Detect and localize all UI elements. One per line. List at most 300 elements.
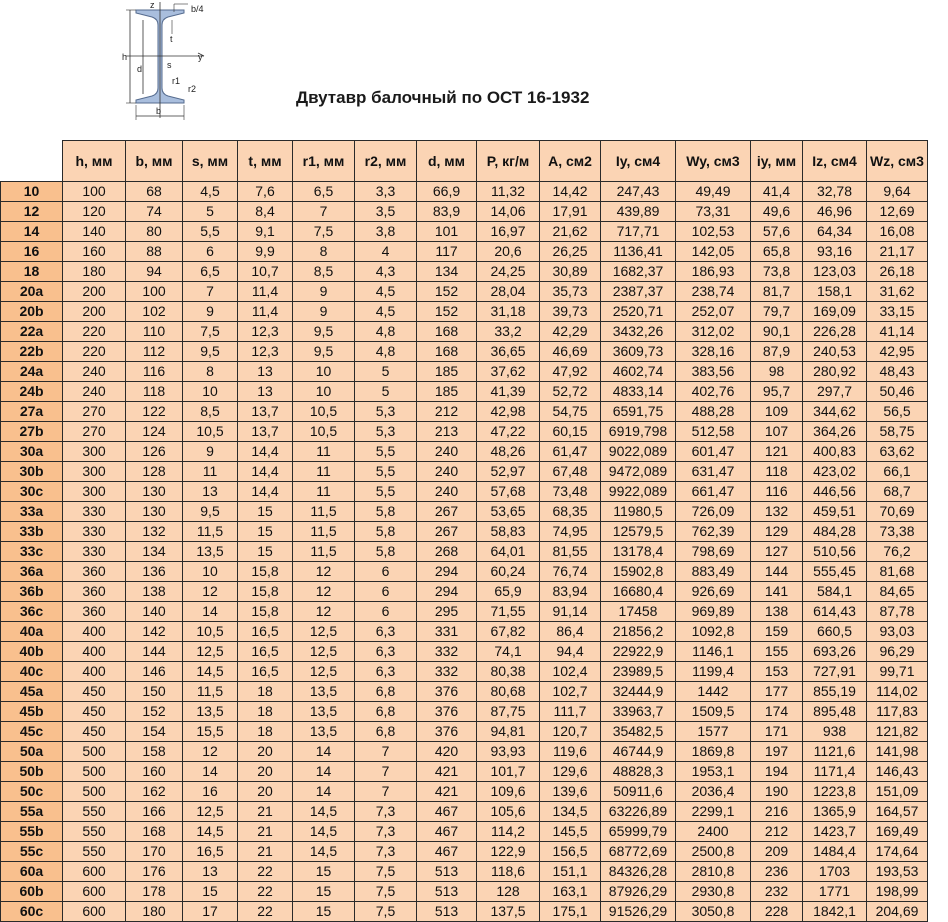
table-cell: 66,9 [417,182,477,202]
column-header: Wz, см3 [867,141,928,182]
table-cell: 168 [417,322,477,342]
table-cell: 661,47 [676,482,751,502]
table-cell: 6,5 [293,182,355,202]
table-cell: 459,51 [803,502,867,522]
table-cell: 330 [63,502,126,522]
table-cell: 58,83 [477,522,540,542]
diagram-label: y [198,52,203,62]
table-cell: 164,57 [867,802,928,822]
column-header: t, мм [238,141,293,182]
table-cell: 64,01 [477,542,540,562]
table-cell: 4,3 [355,262,417,282]
table-cell: 15 [183,882,238,902]
table-cell: 28,04 [477,282,540,302]
table-cell: 726,09 [676,502,751,522]
table-cell: 153 [751,662,803,682]
table-cell: 1771 [803,882,867,902]
table-cell: 9,5 [183,342,238,362]
table-cell: 16 [183,782,238,802]
table-cell: 48,43 [867,362,928,382]
table-cell: 79,7 [751,302,803,322]
profile-number-cell: 60b [1,882,63,902]
table-row [1,522,928,542]
table-cell: 7,6 [238,182,293,202]
table-cell: 74,1 [477,642,540,662]
table-cell: 6 [355,582,417,602]
table-cell: 14,06 [477,202,540,222]
table-cell: 7,3 [355,842,417,862]
table-cell: 3,3 [355,182,417,202]
column-header: b, мм [126,141,183,182]
profile-number-cell: 24b [1,382,63,402]
table-cell: 9472,089 [601,462,676,482]
table-cell: 11,5 [293,502,355,522]
table-cell: 209 [751,842,803,862]
table-cell: 12,5 [293,642,355,662]
profile-number-cell: 40c [1,662,63,682]
table-cell: 26,25 [540,242,601,262]
diagram-label: s [167,60,172,70]
table-cell: 138 [751,602,803,622]
table-cell: 212 [751,822,803,842]
table-cell: 80,38 [477,662,540,682]
table-cell: 65,9 [477,582,540,602]
table-cell: 16680,4 [601,582,676,602]
table-cell: 360 [63,582,126,602]
table-cell: 601,47 [676,442,751,462]
table-cell: 32444,9 [601,682,676,702]
table-cell: 60,15 [540,422,601,442]
table-cell: 11,5 [183,522,238,542]
table-cell: 122,9 [477,842,540,862]
table-cell: 5 [355,382,417,402]
table-cell: 4,5 [183,182,238,202]
table-cell: 11,4 [238,302,293,322]
table-cell: 9 [183,442,238,462]
table-cell: 74 [126,202,183,222]
table-cell: 3609,73 [601,342,676,362]
table-cell: 4,5 [355,282,417,302]
table-cell: 330 [63,522,126,542]
table-row [1,702,928,722]
table-cell: 35,73 [540,282,601,302]
table-cell: 12,3 [238,322,293,342]
table-cell: 142,05 [676,242,751,262]
profile-number-cell: 14 [1,222,63,242]
table-row [1,682,928,702]
table-cell: 15902,8 [601,562,676,582]
table-cell: 5,8 [355,522,417,542]
table-cell: 13,5 [293,702,355,722]
table-cell: 110 [126,322,183,342]
table-cell: 238,74 [676,282,751,302]
table-cell: 247,43 [601,182,676,202]
table-cell: 364,26 [803,422,867,442]
table-cell: 137,5 [477,902,540,922]
table-cell: 15 [293,902,355,922]
table-cell: 93,16 [803,242,867,262]
profile-number-cell: 18 [1,262,63,282]
profile-number-cell: 10 [1,182,63,202]
table-cell: 31,18 [477,302,540,322]
table-cell: 152 [417,302,477,322]
table-cell: 42,29 [540,322,601,342]
table-cell: 717,71 [601,222,676,242]
diagram-label: z [150,0,155,10]
profile-number-cell: 45a [1,682,63,702]
table-cell: 107 [751,422,803,442]
table-cell: 484,28 [803,522,867,542]
table-cell: 16,97 [477,222,540,242]
table-cell: 14 [183,602,238,622]
table-cell: 100 [63,182,126,202]
diagram-label: b [156,106,162,116]
table-cell: 15 [293,882,355,902]
table-cell: 4,8 [355,342,417,362]
table-cell: 467 [417,802,477,822]
table-cell: 76,2 [867,542,928,562]
table-cell: 14,5 [183,822,238,842]
table-cell: 7,5 [183,322,238,342]
table-cell: 555,45 [803,562,867,582]
table-row [1,422,928,442]
table-cell: 9022,089 [601,442,676,462]
table-cell: 267 [417,522,477,542]
table-cell: 154 [126,722,183,742]
table-cell: 174,64 [867,842,928,862]
table-cell: 15 [238,502,293,522]
table-cell: 252,07 [676,302,751,322]
table-cell: 8,5 [293,262,355,282]
table-cell: 12 [183,582,238,602]
table-cell: 500 [63,782,126,802]
table-cell: 18 [238,722,293,742]
table-cell: 11,32 [477,182,540,202]
table-cell: 111,7 [540,702,601,722]
table-cell: 39,73 [540,302,601,322]
table-cell: 268 [417,542,477,562]
table-cell: 7 [355,782,417,802]
table-cell: 80,68 [477,682,540,702]
table-cell: 5,5 [355,462,417,482]
table-cell: 7 [183,282,238,302]
table-cell: 120 [63,202,126,222]
table-cell: 63226,89 [601,802,676,822]
table-cell: 84326,28 [601,862,676,882]
table-cell: 420 [417,742,477,762]
profile-number-cell: 12 [1,202,63,222]
table-cell: 70,69 [867,502,928,522]
table-cell: 20 [238,782,293,802]
table-cell: 855,19 [803,682,867,702]
table-cell: 3050,8 [676,902,751,922]
table-cell: 17,91 [540,202,601,222]
table-cell: 7 [293,202,355,222]
table-cell: 121,82 [867,722,928,742]
table-cell: 5 [183,202,238,222]
table-cell: 2299,1 [676,802,751,822]
table-cell: 9 [293,282,355,302]
table-cell: 127 [751,542,803,562]
table-cell: 150 [126,682,183,702]
table-row [1,602,928,622]
table-cell: 67,82 [477,622,540,642]
table-cell: 450 [63,682,126,702]
table-cell: 4,8 [355,322,417,342]
table-cell: 220 [63,322,126,342]
table-cell: 98 [751,362,803,382]
profile-number-cell: 22a [1,322,63,342]
profile-number-cell: 33c [1,542,63,562]
table-row [1,882,928,902]
table-cell: 134,5 [540,802,601,822]
table-cell: 267 [417,502,477,522]
table-cell: 2400 [676,822,751,842]
table-cell: 146 [126,662,183,682]
table-cell: 163,1 [540,882,601,902]
table-cell: 87,75 [477,702,540,722]
table-cell: 53,65 [477,502,540,522]
table-cell: 122 [126,402,183,422]
table-cell: 88 [126,242,183,262]
table-cell: 11,5 [293,522,355,542]
profile-number-cell: 55a [1,802,63,822]
table-cell: 20,6 [477,242,540,262]
table-cell: 197 [751,742,803,762]
column-header: Iz, см4 [803,141,867,182]
diagram-label: b/4 [191,4,204,14]
table-body [1,182,928,922]
table-cell: 65999,79 [601,822,676,842]
table-cell: 37,62 [477,362,540,382]
table-cell: 12,3 [238,342,293,362]
table-row [1,742,928,762]
table-cell: 631,47 [676,462,751,482]
table-cell: 68772,69 [601,842,676,862]
table-cell: 376 [417,682,477,702]
table-cell: 10 [293,362,355,382]
profile-number-cell: 45c [1,722,63,742]
table-cell: 141,98 [867,742,928,762]
table-cell: 513 [417,862,477,882]
table-cell: 200 [63,282,126,302]
diagram-label: r1 [172,76,181,86]
table-cell: 144 [751,562,803,582]
table-cell: 49,6 [751,202,803,222]
table-cell: 41,4 [751,182,803,202]
table-cell: 32,78 [803,182,867,202]
table-cell: 240,53 [803,342,867,362]
table-cell: 270 [63,422,126,442]
table-cell: 15,8 [238,562,293,582]
table-cell: 117 [417,242,477,262]
table-cell: 10 [293,382,355,402]
table-cell: 11 [293,482,355,502]
table-row [1,402,928,422]
table-row [1,362,928,382]
table-cell: 421 [417,782,477,802]
table-cell: 20 [238,742,293,762]
table-cell: 9922,089 [601,482,676,502]
table-cell: 114,2 [477,822,540,842]
table-cell: 1682,37 [601,262,676,282]
table-cell: 46744,9 [601,742,676,762]
table-cell: 66,1 [867,462,928,482]
table-cell: 16,5 [238,642,293,662]
profile-number-cell: 30a [1,442,63,462]
table-cell: 1223,8 [803,782,867,802]
table-cell: 93,93 [477,742,540,762]
table-cell: 12,5 [293,662,355,682]
table-cell: 500 [63,762,126,782]
column-header: Iy, см4 [601,141,676,182]
table-cell: 42,95 [867,342,928,362]
table-cell: 46,69 [540,342,601,362]
table-row [1,822,928,842]
table-cell: 15,8 [238,602,293,622]
table-cell: 140 [126,602,183,622]
table-cell: 47,92 [540,362,601,382]
profile-number-cell: 55c [1,842,63,862]
table-cell: 14,5 [293,822,355,842]
table-cell: 2520,71 [601,302,676,322]
table-cell: 23989,5 [601,662,676,682]
table-cell: 118 [126,382,183,402]
table-cell: 21 [238,842,293,862]
table-cell: 114,02 [867,682,928,702]
table-cell: 1199,4 [676,662,751,682]
table-row [1,762,928,782]
table-cell: 130 [126,482,183,502]
profile-number-cell: 60a [1,862,63,882]
table-cell: 280,92 [803,362,867,382]
table-cell: 18 [238,682,293,702]
table-cell: 41,14 [867,322,928,342]
table-header [1,141,928,182]
table-cell: 22 [238,902,293,922]
table-cell: 10,5 [293,402,355,422]
table-cell: 155 [751,642,803,662]
table-cell: 300 [63,482,126,502]
table-cell: 12 [293,582,355,602]
table-cell: 15,8 [238,582,293,602]
table-cell: 119,6 [540,742,601,762]
profile-number-cell: 36a [1,562,63,582]
table-cell: 9,1 [238,222,293,242]
column-header: r2, мм [355,141,417,182]
table-cell: 3432,26 [601,322,676,342]
table-cell: 360 [63,602,126,622]
table-cell: 295 [417,602,477,622]
table-cell: 116 [126,362,183,382]
table-cell: 14,4 [238,442,293,462]
table-cell: 8 [183,362,238,382]
table-cell: 17 [183,902,238,922]
table-cell: 12 [183,742,238,762]
table-cell: 10,5 [183,622,238,642]
table-cell: 2810,8 [676,862,751,882]
profile-number-cell: 33b [1,522,63,542]
table-cell: 11,5 [293,542,355,562]
table-row [1,562,928,582]
table-cell: 168 [126,822,183,842]
table-row [1,242,928,262]
table-cell: 116 [751,482,803,502]
table-cell: 600 [63,902,126,922]
table-cell: 400 [63,662,126,682]
table-cell: 180 [126,902,183,922]
table-cell: 86,4 [540,622,601,642]
table-cell: 63,62 [867,442,928,462]
table-cell: 101,7 [477,762,540,782]
table-cell: 166 [126,802,183,822]
table-cell: 7 [355,742,417,762]
table-cell: 81,68 [867,562,928,582]
table-cell: 13 [238,382,293,402]
table-cell: 400 [63,642,126,662]
table-cell: 312,02 [676,322,751,342]
table-cell: 1953,1 [676,762,751,782]
table-cell: 33963,7 [601,702,676,722]
table-cell: 162 [126,782,183,802]
table-cell: 240 [417,442,477,462]
table-cell: 129 [751,522,803,542]
diagram-label: d [137,64,143,74]
table-cell: 136 [126,562,183,582]
table-cell: 550 [63,842,126,862]
table-cell: 33,15 [867,302,928,322]
i-beam-cross-section-icon [116,0,216,128]
table-cell: 500 [63,742,126,762]
table-cell: 68,7 [867,482,928,502]
table-cell: 660,5 [803,622,867,642]
table-cell: 488,28 [676,402,751,422]
table-cell: 4602,74 [601,362,676,382]
table-cell: 52,97 [477,462,540,482]
table-cell: 550 [63,822,126,842]
table-cell: 21,62 [540,222,601,242]
table-cell: 762,39 [676,522,751,542]
table-cell: 33,2 [477,322,540,342]
table-cell: 94,4 [540,642,601,662]
table-row [1,222,928,242]
table-cell: 14,4 [238,482,293,502]
table-cell: 240 [417,462,477,482]
table-cell: 185 [417,382,477,402]
table-cell: 9,9 [238,242,293,262]
table-cell: 169,09 [803,302,867,322]
table-cell: 60,24 [477,562,540,582]
table-cell: 11 [293,462,355,482]
table-cell: 1703 [803,862,867,882]
table-cell: 13,7 [238,422,293,442]
table-row [1,502,928,522]
table-cell: 513 [417,902,477,922]
table-cell: 236 [751,862,803,882]
table-cell: 13,5 [183,702,238,722]
table-cell: 93,03 [867,622,928,642]
profile-number-cell: 36b [1,582,63,602]
beam-table [0,140,928,922]
table-cell: 198,99 [867,882,928,902]
table-cell: 15,5 [183,722,238,742]
table-cell: 128 [126,462,183,482]
table-cell: 14 [293,742,355,762]
table-cell: 95,7 [751,382,803,402]
table-row [1,802,928,822]
table-cell: 94 [126,262,183,282]
profile-number-cell: 36c [1,602,63,622]
